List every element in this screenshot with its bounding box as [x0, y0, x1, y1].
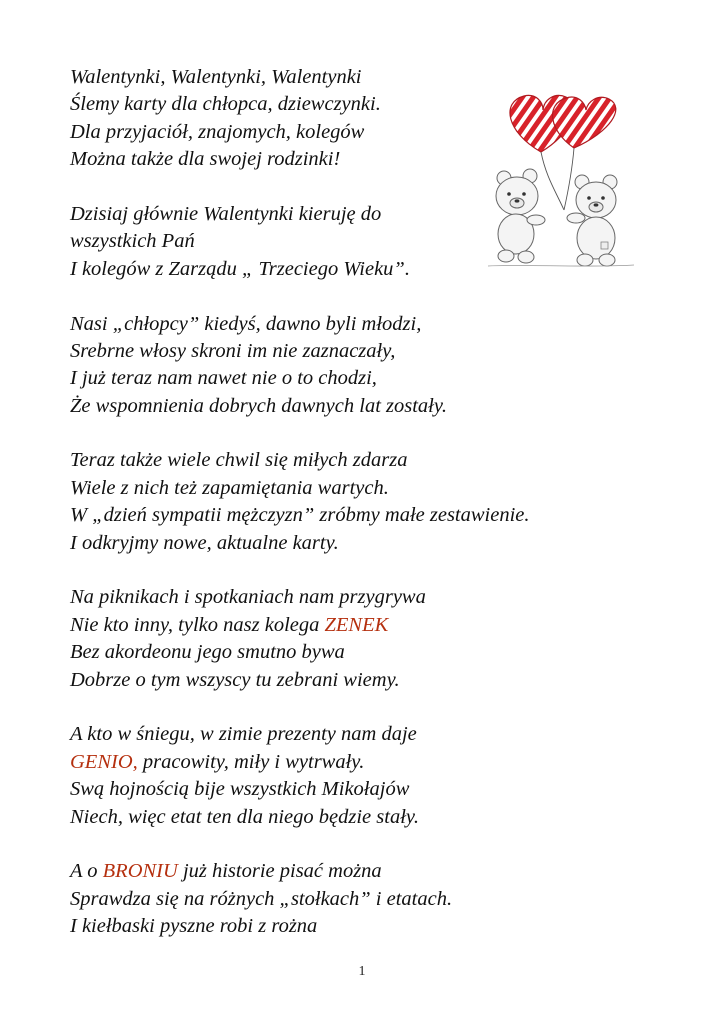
poem-text-segment: Nasi „chłopcy” kiedyś, dawno byli młodzi,	[70, 312, 422, 335]
highlighted-name: BRONIU	[102, 860, 178, 883]
poem-text-segment: pracowity, miły i wytrwały.	[137, 750, 365, 773]
poem-text-segment: już historie pisać można	[177, 860, 382, 883]
poem-line	[70, 447, 670, 474]
highlighted-name: ZENEK	[324, 613, 389, 636]
poem-line	[70, 365, 670, 392]
poem-line	[70, 804, 670, 831]
stanza-gap	[70, 831, 670, 858]
poem-text-segment: Nie kto inny, tylko nasz kolega	[70, 613, 325, 636]
poem-line	[70, 612, 670, 639]
poem-text-segment: W „dzień sympatii mężczyzn” zróbmy małe zestawienie.	[70, 504, 530, 527]
poem-text-segment: Na piknikach i spotkaniach nam przygrywa	[70, 586, 426, 609]
poem-text-segment: wszystkich Pań	[70, 230, 195, 253]
poem-line	[70, 858, 670, 885]
teddy-bear-right-icon	[567, 175, 617, 266]
poem-text-segment: Sprawdza się na różnych „stołkach” i etatach.	[70, 887, 453, 910]
poem-text-segment: I kiełbaski pyszne robi z rożna	[70, 915, 318, 938]
stanza-gap	[70, 557, 670, 584]
poem-text-segment: Dla przyjaciół, znajomych, kolegów	[70, 120, 365, 143]
poem-text-segment: Srebrne włosy skroni im nie zaznaczały,	[70, 339, 396, 362]
poem-text-segment: A o	[70, 860, 103, 883]
poem-line	[70, 502, 670, 529]
stanza-gap	[70, 694, 670, 721]
poem-text-segment: Bez akordeonu jego smutno bywa	[70, 641, 345, 664]
poem-line	[70, 393, 670, 420]
poem-line	[70, 721, 670, 748]
page-number: 1	[358, 964, 366, 979]
poem-text-segment: Że wspomnienia dobrych dawnych lat zostały.	[70, 394, 447, 417]
poem-text-segment: I kolegów z Zarządu „ Trzeciego Wieku”.	[70, 257, 410, 280]
poem-line	[70, 530, 670, 557]
poem-text-segment: Wiele z nich też zapamiętania wartych.	[70, 476, 389, 499]
poem-text-segment: Ślemy karty dla chłopca, dziewczynki.	[70, 93, 381, 116]
poem-line	[70, 913, 670, 940]
poem-text-segment: A kto w śniegu, w zimie prezenty nam daje	[70, 723, 417, 746]
poem-text-segment: I już teraz nam nawet nie o to chodzi,	[70, 367, 377, 390]
poem-text-segment: Niech, więc etat ten dla niego będzie stały.	[70, 805, 419, 828]
teddy-bears-with-heart-balloons-icon	[486, 82, 636, 272]
poem-text-segment: Teraz także wiele chwil się miłych zdarza	[70, 449, 408, 472]
poem-line	[70, 667, 670, 694]
poem-line	[70, 311, 670, 338]
poem-text-segment: Można także dla swojej rodzinki!	[70, 148, 341, 171]
poem-line	[70, 776, 670, 803]
poem-text-segment: I odkryjmy nowe, aktualne karty.	[70, 531, 339, 554]
poem-line	[70, 749, 670, 776]
poem-text-segment: Dzisiaj głównie Walentynki kieruję do	[70, 202, 382, 225]
stanza-gap	[70, 283, 670, 310]
poem-text-segment: Dobrze o tym wszyscy tu zebrani wiemy.	[70, 668, 400, 691]
highlighted-name: GENIO,	[70, 750, 138, 773]
poem-text-segment: Walentynki, Walentynki, Walentynki	[70, 66, 362, 88]
poem-line	[70, 475, 670, 502]
poem-line	[70, 639, 670, 666]
teddy-bear-left-icon	[496, 169, 545, 263]
poem-line	[70, 584, 670, 611]
heart-balloon-right-icon	[553, 97, 616, 148]
poem-text-segment: Swą hojnością bije wszystkich Mikołajów	[70, 778, 410, 801]
stanza-gap	[70, 420, 670, 447]
poem-line	[70, 886, 670, 913]
poem-line	[70, 338, 670, 365]
